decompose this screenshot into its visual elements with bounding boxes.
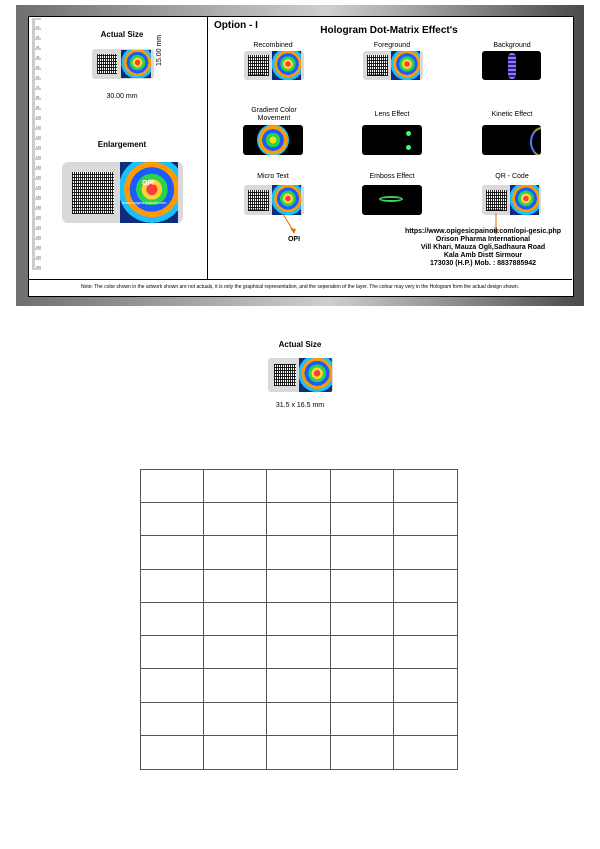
actual-size-heading: Actual Size [100, 30, 144, 39]
grid-cell [141, 503, 204, 536]
ruler-label: 210 [36, 225, 42, 229]
ruler-label: 150 [36, 165, 42, 169]
ruler-label: 100 [36, 115, 42, 119]
grid-cell [394, 736, 457, 769]
grid-cell [204, 570, 267, 603]
layout-grid [140, 469, 458, 770]
grid-cell [204, 736, 267, 769]
ruler-label: 200 [36, 215, 42, 219]
ruler-label: 10 [36, 25, 40, 29]
ruler-label: 190 [36, 205, 42, 209]
height-dimension: 15.00 mm [156, 34, 163, 66]
ruler-label: 80 [36, 95, 40, 99]
serial-number: ABC000001 [367, 73, 384, 77]
hologram-art [121, 50, 151, 78]
note-divider [28, 279, 572, 280]
hologram-art [299, 358, 332, 392]
serial-number: ABC000001 [248, 73, 265, 77]
effect-label: Emboss Effect [369, 173, 415, 180]
grid-cell [141, 603, 204, 636]
hologram-art [272, 185, 301, 215]
hologram-art [272, 51, 301, 80]
artwork-note: Note: The color shown in the artwork shown are not actuals, it is only the graphical representation, and the seperation of the layer. The colour may very in the Hologram form the actual design shown. [80, 284, 520, 290]
qr-code [274, 364, 296, 386]
grid-cell [204, 669, 267, 702]
width-dimension: 30.00 mm [106, 93, 138, 100]
contact-name: Orison Pharma International [435, 236, 531, 243]
grid-cell [331, 536, 394, 569]
qr-code-large [72, 172, 114, 214]
grid-cell [331, 669, 394, 702]
ruler-label: 160 [36, 175, 42, 179]
ruler-label: 50 [36, 65, 40, 69]
contact-address-2: Kala Amb Distt Sirmour [443, 252, 523, 259]
ruler-label: 30 [36, 45, 40, 49]
grid-cell [331, 736, 394, 769]
option-title: Option - I [214, 20, 258, 31]
micro-text-arrow [280, 212, 300, 236]
enlarged-url: www.opigesicpainoil.com [122, 200, 167, 205]
effect-background [482, 51, 541, 80]
contact-address-1: Vill Khari, Mauza Ogli,Sadhaura Road [420, 244, 546, 251]
hologram-art [510, 185, 539, 215]
ruler-label: 220 [36, 235, 42, 239]
effect-label: Micro Text [257, 173, 289, 180]
grid-cell [394, 669, 457, 702]
grid-cell [267, 636, 330, 669]
ruler-label: 140 [36, 155, 42, 159]
grid-cell [141, 470, 204, 503]
grid-cell [394, 503, 457, 536]
ruler-label: 240 [36, 255, 42, 259]
enlarged-hologram [62, 162, 183, 223]
serial-number: ABC000001 [486, 208, 503, 212]
grid-cell [331, 636, 394, 669]
grid-cell [141, 669, 204, 702]
grid-cell [331, 703, 394, 736]
ruler-label: 250 [36, 265, 42, 269]
effect-gradient-color [243, 125, 303, 155]
grid-cell [141, 536, 204, 569]
ruler-label: 230 [36, 245, 42, 249]
effect-lens [362, 125, 422, 155]
grid-cell [394, 536, 457, 569]
grid-cell [394, 570, 457, 603]
enlargement-heading: Enlargement [97, 140, 147, 149]
ruler-label: 130 [36, 145, 42, 149]
hologram-art-large [120, 162, 178, 223]
effect-label: Recombined [253, 42, 293, 49]
effect-label: QR - Code [495, 173, 529, 180]
ruler-label: 120 [36, 135, 42, 139]
ruler-label: 110 [36, 125, 41, 129]
grid-cell [267, 603, 330, 636]
effect-label: Background [493, 42, 531, 49]
ruler-label: 20 [36, 35, 40, 39]
ruler-label: 170 [36, 185, 42, 189]
kinetic-arc [530, 127, 541, 155]
ruler-label: 40 [36, 55, 40, 59]
contact-url: https://www.opigesicpainoil.com/opi-gesic.php [404, 228, 562, 235]
ruler-label: 70 [36, 85, 40, 89]
actual-size-hologram [92, 49, 154, 79]
grid-cell [141, 636, 204, 669]
hologram-art [391, 51, 420, 80]
grid-cell [141, 703, 204, 736]
grid-cell [141, 570, 204, 603]
grid-cell [267, 736, 330, 769]
serial-number: ABC000001 [248, 208, 265, 212]
effect-kinetic [482, 125, 541, 155]
grid-cell [331, 503, 394, 536]
grid-cell [204, 503, 267, 536]
effect-label: Lens Effect [374, 111, 410, 118]
grid-cell [204, 536, 267, 569]
opi-brand: OPI [142, 180, 155, 187]
ruler-label: 60 [36, 75, 40, 79]
final-hologram [268, 358, 333, 392]
contact-block [405, 228, 561, 268]
effect-label: Gradient Color Movement [251, 107, 297, 122]
effect-label: Foreground [373, 42, 411, 49]
panel-divider [207, 16, 208, 279]
grid-cell [394, 603, 457, 636]
ruler-label: 180 [36, 195, 42, 199]
effect-label: Kinetic Effect [491, 111, 533, 118]
grid-cell [267, 536, 330, 569]
grid-cell [267, 470, 330, 503]
emboss-ring [379, 196, 403, 202]
actual-size-heading-2: Actual Size [278, 340, 322, 349]
final-dimension: 31.5 x 16.5 mm [275, 402, 325, 409]
micro-text-callout: OPI [287, 236, 301, 243]
gradient-rings [257, 125, 289, 155]
grid-cell [267, 570, 330, 603]
contact-phone: 173030 (H.P.) Mob. : 8837885942 [429, 260, 537, 267]
lens-dot [406, 145, 411, 150]
grid-cell [394, 470, 457, 503]
grid-cell [204, 603, 267, 636]
grid-cell [267, 503, 330, 536]
grid-cell [331, 603, 394, 636]
grid-cell [204, 470, 267, 503]
qr-code [97, 54, 117, 74]
background-pattern [508, 53, 516, 79]
grid-cell [204, 636, 267, 669]
grid-cell [204, 703, 267, 736]
grid-cell [141, 736, 204, 769]
grid-cell [267, 703, 330, 736]
grid-cell [394, 703, 457, 736]
grid-cell [394, 636, 457, 669]
grid-cell [267, 669, 330, 702]
effect-emboss [362, 185, 422, 215]
grid-cell [331, 470, 394, 503]
grid-cell [331, 570, 394, 603]
lens-dot [406, 131, 411, 136]
ruler-label: 90 [36, 105, 40, 109]
main-title: Hologram Dot-Matrix Effect's [320, 25, 458, 36]
